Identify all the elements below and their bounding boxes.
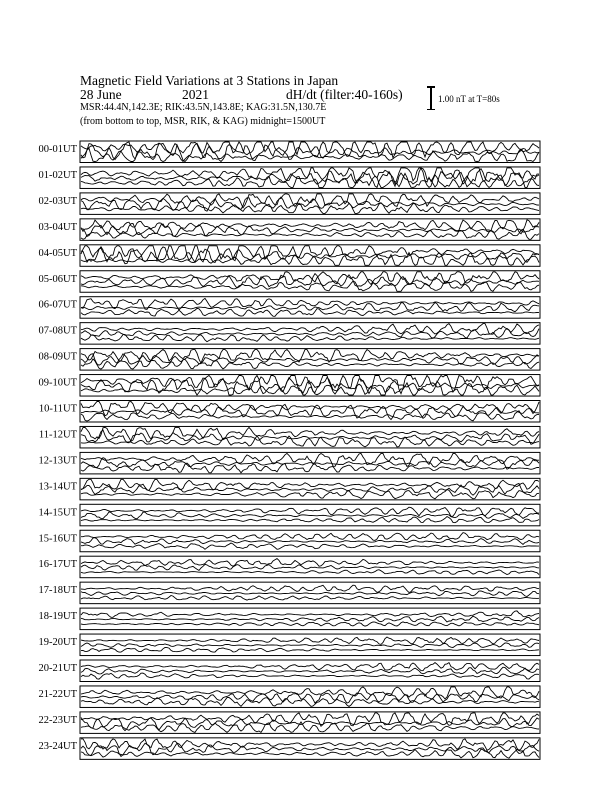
row-label-00-01UT: 00-01UT xyxy=(38,144,77,155)
trace-MSR-08-09UT xyxy=(81,359,539,369)
row-label-08-09UT: 08-09UT xyxy=(38,351,77,363)
row-label-10-11UT: 10-11UT xyxy=(38,403,77,415)
trace-RIK-18-19UT xyxy=(81,616,539,622)
trace-KAG-06-07UT xyxy=(81,298,539,310)
trace-KAG-19-20UT xyxy=(81,637,539,644)
panel-frame-05-06UT xyxy=(80,271,540,293)
trace-MSR-21-22UT xyxy=(81,698,539,707)
row-label-22-23UT: 22-23UT xyxy=(38,714,77,726)
trace-RIK-09-10UT xyxy=(81,376,539,396)
trace-KAG-18-19UT xyxy=(81,611,539,617)
row-label-19-20UT: 19-20UT xyxy=(38,637,77,649)
row-label-21-22UT: 21-22UT xyxy=(38,688,77,700)
trace-KAG-15-16UT xyxy=(81,533,539,541)
trace-KAG-12-13UT xyxy=(81,453,539,466)
trace-RIK-16-17UT xyxy=(81,564,539,570)
row-label-15-16UT: 15-16UT xyxy=(38,533,77,545)
row-label-02-03UT: 02-03UT xyxy=(38,195,77,207)
row-label-14-15UT: 14-15UT xyxy=(38,507,77,519)
chart-quantity: dH/dt (filter:40-160s) xyxy=(286,87,403,102)
trace-RIK-19-20UT xyxy=(81,643,539,648)
trace-MSR-07-08UT xyxy=(81,335,539,342)
row-label-11-12UT: 11-12UT xyxy=(38,429,77,441)
trace-KAG-10-11UT xyxy=(81,402,539,416)
trace-MSR-15-16UT xyxy=(81,543,539,549)
trace-MSR-12-13UT xyxy=(81,463,539,473)
trace-MSR-03-04UT xyxy=(81,229,539,239)
trace-KAG-16-17UT xyxy=(81,559,539,567)
trace-MSR-19-20UT xyxy=(81,648,539,653)
row-label-07-08UT: 07-08UT xyxy=(38,325,77,337)
trace-MSR-17-18UT xyxy=(81,596,539,601)
row-label-09-10UT: 09-10UT xyxy=(38,377,77,389)
row-label-17-18UT: 17-18UT xyxy=(38,585,77,597)
chart-title: Magnetic Field Variations at 3 Stations in Japan xyxy=(80,73,339,88)
trace-KAG-05-06UT xyxy=(81,272,539,285)
trace-MSR-18-19UT xyxy=(81,622,539,626)
trace-KAG-20-21UT xyxy=(81,663,539,671)
trace-RIK-21-22UT xyxy=(81,693,539,703)
row-label-12-13UT: 12-13UT xyxy=(38,455,77,467)
trace-RIK-00-01UT xyxy=(81,142,539,162)
row-label-06-07UT: 06-07UT xyxy=(38,299,77,311)
trace-MSR-20-21UT xyxy=(81,673,539,679)
trace-MSR-16-17UT xyxy=(81,570,539,575)
trace-KAG-21-22UT xyxy=(81,687,539,699)
row-label-04-05UT: 04-05UT xyxy=(38,247,77,259)
scale-bar-label: 1.00 nT at T=80s xyxy=(438,94,500,104)
row-label-13-14UT: 13-14UT xyxy=(38,481,77,493)
panel-frame-02-03UT xyxy=(80,193,540,215)
row-label-16-17UT: 16-17UT xyxy=(38,559,77,571)
trace-RIK-12-13UT xyxy=(81,458,539,470)
trace-order-note: (from bottom to top, MSR, RIK, & KAG) midnight=1500UT xyxy=(80,116,326,127)
trace-MSR-05-06UT xyxy=(81,281,539,291)
row-label-03-04UT: 03-04UT xyxy=(38,221,77,233)
trace-MSR-23-24UT xyxy=(81,749,539,758)
trace-RIK-17-18UT xyxy=(81,591,539,597)
trace-KAG-13-14UT xyxy=(81,479,539,490)
trace-RIK-20-21UT xyxy=(81,667,539,674)
trace-RIK-14-15UT xyxy=(81,512,539,519)
trace-KAG-04-05UT xyxy=(81,246,539,262)
trace-KAG-17-18UT xyxy=(81,585,539,592)
trace-KAG-02-03UT xyxy=(81,194,539,208)
trace-KAG-09-10UT xyxy=(81,376,539,394)
row-label-18-19UT: 18-19UT xyxy=(38,611,77,623)
row-label-20-21UT: 20-21UT xyxy=(38,663,77,674)
row-label-01-02UT: 01-02UT xyxy=(38,169,77,181)
chart-date: 28 June xyxy=(80,87,122,102)
row-label-23-24UT: 23-24UT xyxy=(38,740,77,752)
chart-year: 2021 xyxy=(182,87,209,102)
trace-MSR-22-23UT xyxy=(81,722,539,732)
trace-MSR-14-15UT xyxy=(81,517,539,523)
panel-frame-13-14UT xyxy=(80,478,540,500)
row-label-05-06UT: 05-06UT xyxy=(38,273,77,285)
station-coordinates: MSR:44.4N,142.3E; RIK:43.5N,143.8E; KAG:31.5N,130.7E xyxy=(80,102,327,113)
